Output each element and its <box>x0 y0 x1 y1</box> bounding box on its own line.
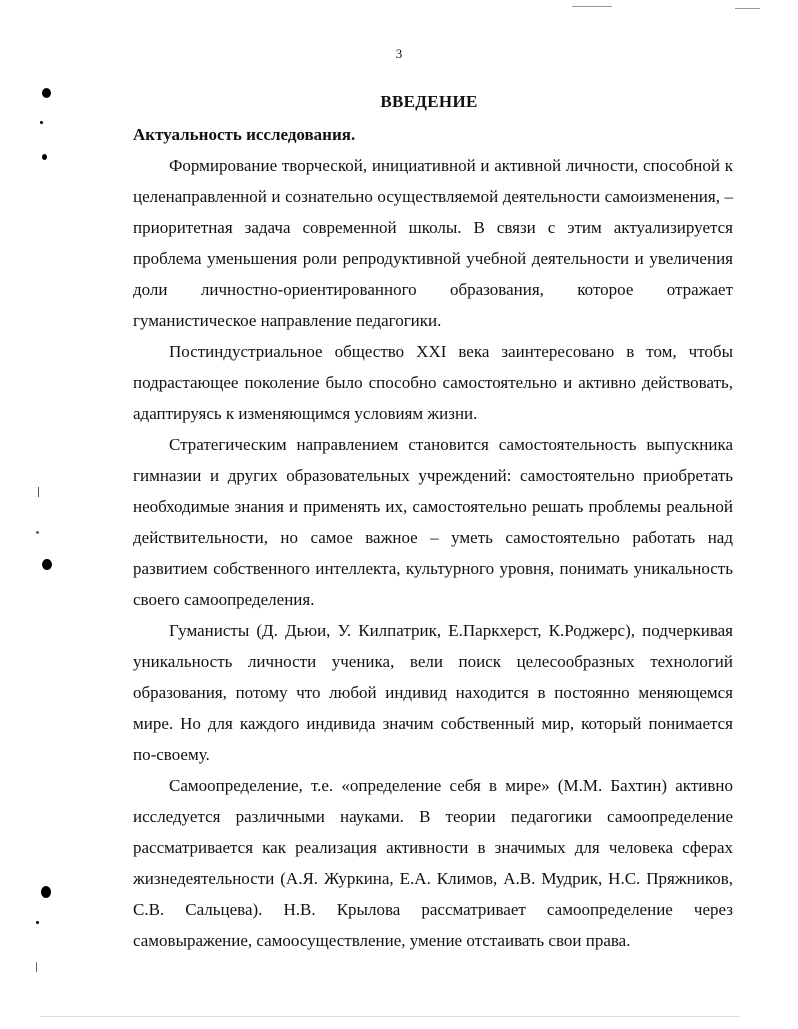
scan-speck <box>40 121 43 124</box>
paragraph: Стратегическим направлением становится самостоятельность выпускника гимназии и других образовательных учреждений: самостоятельно приобретать необходимые знания и применять их, самостоятельно решать проблемы реальной действительности, но самое важное – уметь самостоятельно работать над развитием собственного интеллекта, культурного уровня, понимать уникальность своего самоопределения. <box>133 435 733 609</box>
scan-edge-line <box>735 8 760 9</box>
scan-speck <box>42 154 47 160</box>
paragraph: Самоопределение, т.е. «определение себя в мире» (М.М. Бахтин) активно исследуется различными науками. В теории педагогики самоопределение рассматривается как реализация активности в значимых для человека сферах жизнедеятельности (А.Я. Журкина, Е.А. Климов, А.В. Мудрик, Н.С. Пряжников, С.В. Сальцева). Н.В. Крылова рассматривает самоопределение через самовыражение, самоосуществление, умение отстаивать свои права. <box>133 776 733 950</box>
page-title: ВВЕДЕНИЕ <box>380 92 478 111</box>
scan-edge-line <box>572 6 612 7</box>
paragraph: Формирование творческой, инициативной и активной личности, способной к целенаправленной и сознательно осуществляемой деятельности самоизменения, – приоритетная задача современной школы. В связи с этим актуализируется проблема уменьшения роли репродуктивной учебной деятельности и увеличения доли личностно-ориентированного образования, которое отражает гуманистическое направление педагогики. <box>133 156 733 330</box>
paragraph-block <box>133 770 733 956</box>
scan-speck <box>38 487 39 497</box>
scan-speck <box>36 962 37 972</box>
binding-hole-mark <box>41 886 51 898</box>
scan-speck <box>36 921 39 924</box>
scan-edge-line <box>40 1016 740 1017</box>
scan-speck <box>36 531 39 534</box>
binding-hole-mark <box>42 559 52 570</box>
paragraph: Гуманисты (Д. Дьюи, У. Килпатрик, Е.Паркхерст, К.Роджерс), подчеркивая уникальность личности ученика, вели поиск целесообразных технологий образования, потому что любой индивид находится в постоянно меняющемся мире. Но для каждого индивида значим собственный мир, который понимается по-своему. <box>133 621 733 764</box>
page-number: 3 <box>395 46 403 61</box>
paragraph-block <box>133 150 733 336</box>
paragraph: Постиндустриальное общество XXI века заинтересовано в том, чтобы подрастающее поколение было способно самостоятельно и активно действовать, адаптируясь к изменяющимся условиям жизни. <box>133 342 733 423</box>
section-heading: Актуальность исследования. <box>133 125 356 144</box>
paragraph-block <box>133 615 733 770</box>
paragraph-block <box>133 429 733 615</box>
paragraph-block <box>133 336 733 429</box>
